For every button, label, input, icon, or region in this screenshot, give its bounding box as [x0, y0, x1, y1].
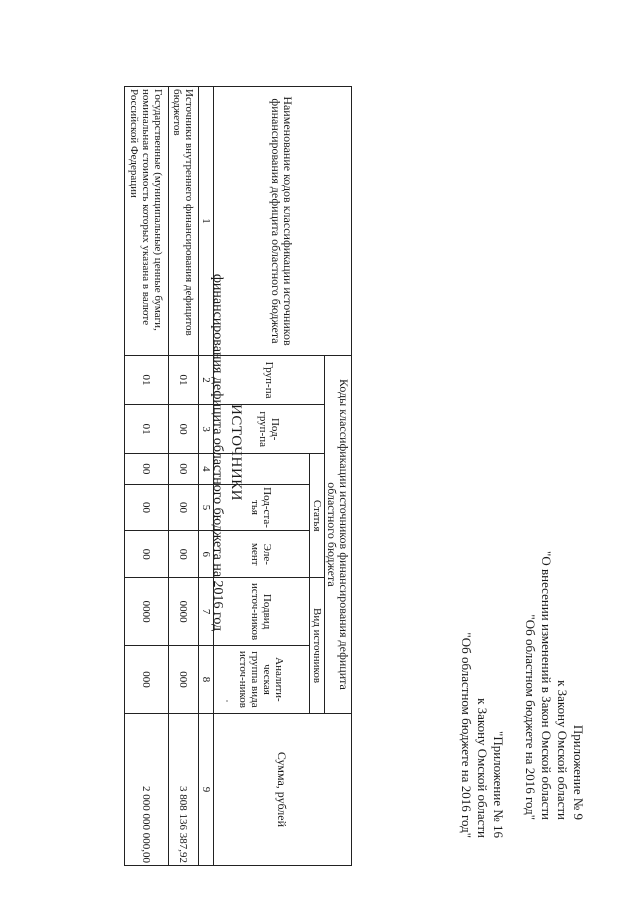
col-number: 3 [199, 405, 214, 454]
row-code-article: 00 [125, 454, 169, 484]
column-number-row [199, 87, 214, 866]
header-sum-col: Сумма, рублей [214, 713, 352, 865]
row-code-article: 00 [169, 454, 199, 484]
header-analytic: Аналити-ческая группа вида источ-ников [214, 646, 310, 714]
header-codes-group: Коды классификации источников финансирования дефицита областного бюджета [325, 356, 352, 714]
table-row [169, 87, 199, 866]
header-group: Груп-па [214, 356, 325, 405]
row-code-subgroup: 00 [169, 405, 199, 454]
row-code-analytic: 000 [125, 646, 169, 714]
row-code-element: 00 [169, 531, 199, 578]
table-row [125, 87, 169, 866]
row-name: Государственные (муниципальные) ценные бумаги, номинальная стоимость которых указана в валюте Российской Федерации [125, 87, 169, 356]
annex-16-line2: к Закону Омской области [475, 698, 490, 838]
annex-16-line3: "Об областном бюджете на 2016 год" [459, 632, 474, 838]
col-number: 7 [199, 578, 214, 646]
row-code-subtype: 0000 [169, 578, 199, 646]
col-number: 2 [199, 356, 214, 405]
annex-9-line1: Приложение № 9 [571, 724, 586, 820]
header-element: Эле-мент [214, 531, 310, 578]
col-number: 8 [199, 646, 214, 714]
row-sum: 2 000 000 000,00 [125, 713, 169, 865]
header-article: Статья [310, 454, 325, 578]
annex-9-header [522, 390, 586, 820]
header-subarticle: Под-ста-тья [214, 484, 310, 531]
deficit-sources-table [124, 86, 352, 866]
row-sum: 3 808 136 387,92 [169, 713, 199, 865]
header-article-main [214, 454, 310, 484]
row-code-subarticle: 00 [125, 484, 169, 531]
annex-16-header [458, 408, 506, 838]
row-code-subarticle: 00 [169, 484, 199, 531]
row-name: Источники внутреннего финансирования дефицитов бюджетов [169, 87, 199, 356]
header-name-col: Наименование кодов классификации источников финансирования дефицита областного бюджета [214, 87, 352, 356]
col-number: 5 [199, 484, 214, 531]
col-number: 6 [199, 531, 214, 578]
document-title: ИСТОЧНИКИ [228, 403, 244, 501]
col-number: 4 [199, 454, 214, 484]
row-code-subgroup: 01 [125, 405, 169, 454]
row-code-analytic: 000 [169, 646, 199, 714]
col-number: 1 [199, 87, 214, 356]
col-number: 9 [199, 713, 214, 865]
row-code-subtype: 0000 [125, 578, 169, 646]
annex-9-line4: "Об областном бюджете на 2016 год" [523, 614, 538, 820]
row-code-element: 00 [125, 531, 169, 578]
scan-speck [226, 700, 228, 702]
row-code-group: 01 [169, 356, 199, 405]
header-subgroup: Под-груп-па [214, 405, 325, 454]
annex-16-line1: "Приложение № 16 [491, 731, 506, 838]
header-subtype: Подвид источ-ников [214, 578, 310, 646]
document-subtitle: финансирования дефицита областного бюджета на 2016 год [210, 273, 225, 632]
annex-9-line2: к Закону Омской области [555, 680, 570, 820]
row-code-group: 01 [125, 356, 169, 405]
annex-9-line3: "О внесении изменений в Закон Омской области [539, 551, 554, 820]
header-source-type: Вид источников [310, 578, 325, 714]
